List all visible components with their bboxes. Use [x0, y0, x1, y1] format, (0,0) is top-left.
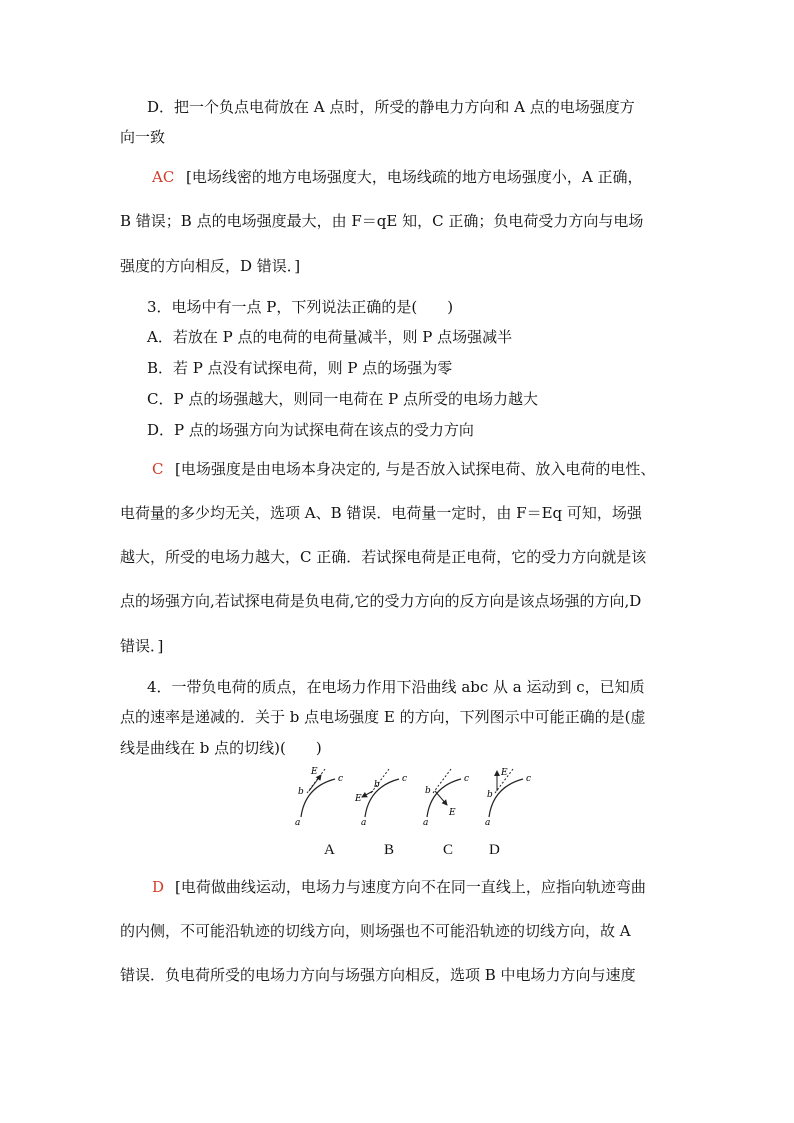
point-label: a: [485, 818, 491, 828]
point-label: b: [374, 780, 380, 790]
option-d: D．P 点的场强方向为试探电荷在该点的受力方向: [147, 421, 474, 439]
trajectory-figures: [285, 765, 545, 835]
point-label: E: [449, 808, 456, 818]
answer-label: C: [152, 460, 164, 478]
question-4-stem: 点的速率是递减的．关于 b 点电场强度 E 的方向，下列图示中可能正确的是(虚: [120, 708, 646, 726]
point-label: c: [402, 774, 408, 784]
figure-d: [485, 768, 531, 828]
option-a: A．若放在 P 点的电荷的电荷量减半，则 P 点场强减半: [147, 328, 513, 346]
answer-label: AC: [152, 168, 175, 186]
figure-label-c: C: [443, 842, 454, 858]
figure-label-b: B: [384, 842, 395, 858]
option-b: B．若 P 点没有试探电荷，则 P 点的场强为零: [147, 359, 453, 377]
option-c: C．P 点的场强越大，则同一电荷在 P 点所受的电场力越大: [147, 390, 538, 408]
figure-a: [295, 767, 343, 828]
point-label: c: [464, 774, 470, 784]
point-label: a: [361, 818, 367, 828]
point-label: E: [501, 768, 508, 778]
point-label: c: [526, 774, 532, 784]
explanation-line: [电荷做曲线运动，电场力与速度方向不在同一直线上，应指向轨迹弯曲: [175, 878, 646, 896]
answer-label: D: [152, 878, 165, 896]
figure-b: [354, 769, 407, 828]
explanation-line: 电荷量的多少均无关，选项 A、B 错误．电荷量一定时，由 F＝Eq 可知，场强: [120, 504, 642, 522]
question-4-stem: 4．一带负电荷的质点，在电场力作用下沿曲线 abc 从 a 运动到 c，已知质: [147, 678, 645, 696]
point-label: b: [298, 787, 304, 797]
point-label: b: [425, 786, 431, 796]
explanation-line: [电场线密的地方电场强度大，电场线疏的地方电场强度小，A 正确，: [186, 168, 643, 186]
explanation-line: [电场强度是由电场本身决定的, 与是否放入试探电荷、放入电荷的电性、: [175, 460, 656, 478]
explanation-line: 错误．]: [120, 637, 164, 655]
figure-label-d: D: [489, 842, 500, 858]
explanation-line: 错误．负电荷所受的电场力方向与场强方向相反，选项 B 中电场力方向与速度: [120, 966, 636, 984]
explanation-line: 越大，所受的电场力越大，C 正确．若试探电荷是正电荷，它的受力方向就是该: [120, 548, 647, 566]
point-label: b: [487, 790, 493, 800]
explanation-line: B 错误；B 点的电场强度最大，由 F＝qE 知，C 正确；负电荷受力方向与电场: [120, 212, 644, 230]
figure-label-a: A: [324, 842, 335, 858]
explanation-line: 强度的方向相反，D 错误．]: [120, 257, 301, 275]
question-4-stem: 线是曲线在 b 点的切线)( ): [120, 739, 322, 757]
point-label: c: [338, 774, 344, 784]
figure-c: [423, 769, 469, 828]
point-label: E: [311, 767, 318, 777]
explanation-line: 点的场强方向,若试探电荷是负电荷,它的受力方向的反方向是该点场强的方向,D: [120, 592, 642, 610]
option-d-line2: 向一致: [120, 128, 166, 146]
point-label: E: [355, 794, 362, 804]
option-d-line1: D．把一个负点电荷放在 A 点时，所受的静电力方向和 A 点的电场强度方: [147, 98, 635, 116]
point-label: a: [423, 818, 429, 828]
explanation-line: 的内侧，不可能沿轨迹的切线方向，则场强也不可能沿轨迹的切线方向，故 A: [120, 922, 631, 940]
point-label: a: [295, 818, 301, 828]
question-3-stem: 3．电场中有一点 P，下列说法正确的是( ): [147, 298, 454, 316]
